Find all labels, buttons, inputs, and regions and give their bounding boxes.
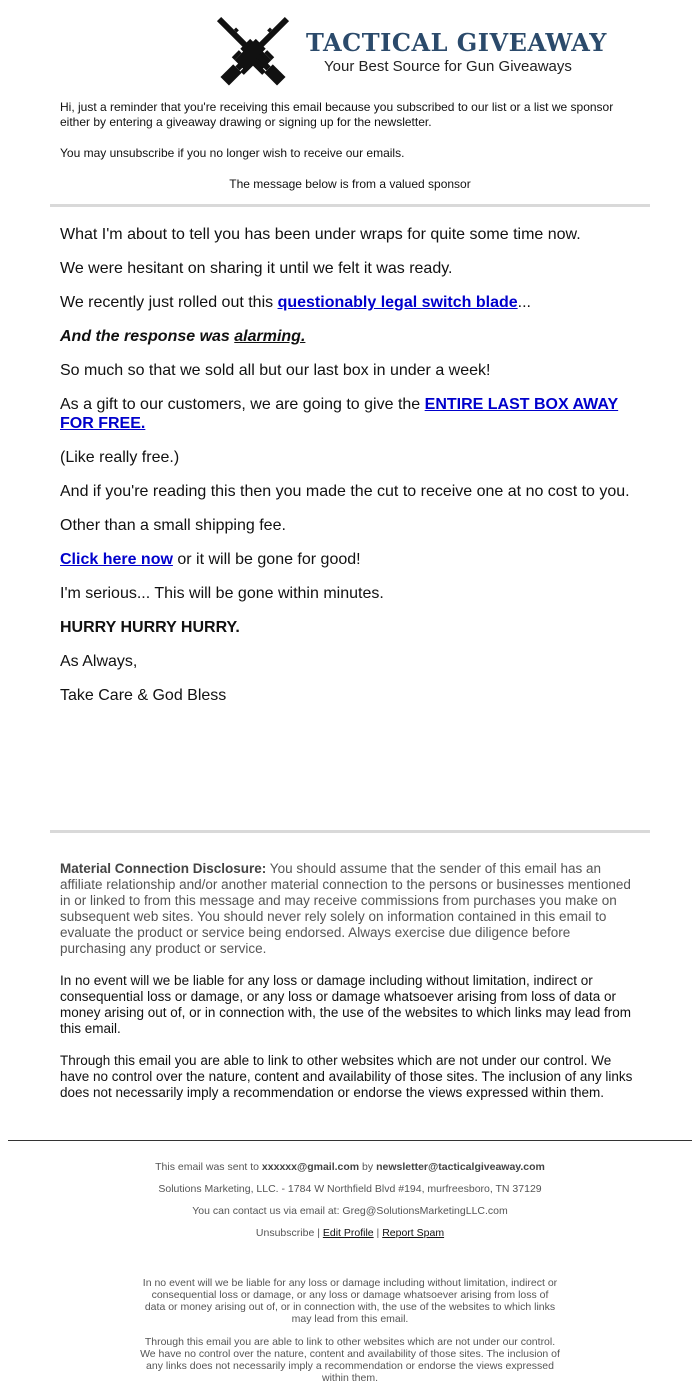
email-container [50,0,650,1101]
message-text: As a gift to our customers, we are going to give the [60,396,425,413]
brand-title: TACTICAL GIVEAWAY [306,28,607,57]
subscription-notice [50,100,650,192]
footer-divider [8,1140,692,1141]
footer-text: by [359,1161,377,1173]
email-footer [0,1161,700,1249]
legal-liability: In no event will we be liable for any loss or damage including without limitation, indirect or consequential loss or damage, or any loss or damage whatsoever arising from loss of data or money arising out of, or in connection with, the use of the websites to which links may lead from this email. [142,1277,558,1325]
footer-legal [140,1277,560,1395]
sender-email: newsletter@tacticalgiveaway.com [376,1161,545,1173]
message-paragraph: HURRY HURRY HURRY. [60,619,240,636]
unsubscribe-note: You may unsubscribe if you no longer wish to receive our emails. [60,146,405,160]
free-box-link[interactable]: ENTIRE LAST BOX AWAY FOR FREE. [60,396,619,432]
message-paragraph [60,550,640,569]
reminder-text: Hi, just a reminder that you're receiving this email because you subscribed to our list or a list we sponsor either by entering a giveaway drawing or signing up for the newsletter. [60,100,614,129]
legal-links: Through this email you are able to link to other websites which are not under our control. We have no control over the nature, content and availability of those sites. The inclusion of any links does not necessarily imply a recommendation or endorse the views expressed within them. [140,1336,560,1384]
message-paragraph: I'm serious... This will be gone within minutes. [60,585,384,602]
separator: | [373,1227,383,1239]
external-links-text: Through this email you are able to link to other websites which are not under our control. We have no control over the nature, content and availability of those sites. The inclusion of any links does not necessarily imply a recommendation or endorse the views expressed within them. [60,1053,633,1100]
sent-to-line [0,1161,700,1174]
message-text: We recently just rolled out this [60,294,278,311]
disclosure-section [50,833,650,1101]
message-paragraph [60,293,640,312]
message-paragraph [60,395,640,433]
message-paragraph: Take Care & God Bless [60,687,227,704]
report-spam-link[interactable]: Report Spam [382,1227,445,1239]
message-text: or it will be gone for good! [172,551,361,568]
message-paragraph: (Like really free.) [60,449,180,466]
message-text: And the response was [60,328,235,345]
footer-text: This email was sent to [155,1161,262,1173]
contact-line: You can contact us via email at: Greg@SolutionsMarketingLLC.com [192,1205,508,1217]
liability-text: In no event will we be liable for any loss or damage including without limitation, indirect or consequential loss or damage, or any loss or damage whatsoever arising from loss of data or money arising out of, or in connection with, the use of the websites to which links may lead from this email. [60,973,632,1036]
spacer [60,720,640,830]
message-paragraph [60,327,640,346]
message-body [50,207,650,830]
sponsor-note: The message below is from a valued sponsor [229,177,471,191]
recipient-email: xxxxxx@gmail.com [261,1161,360,1173]
brand-tagline: Your Best Source for Gun Giveaways [324,58,572,75]
footer-links [0,1227,700,1240]
emphasis-text: alarming. [234,328,306,345]
separator: | [314,1227,323,1239]
company-address: Solutions Marketing, LLC. - 1784 W Northfield Blvd #194, murfreesboro, TN 37129 [158,1183,542,1195]
brand-block [306,30,607,75]
crossed-rifles-icon [205,8,301,98]
message-paragraph: And if you're reading this then you made the cut to receive one at no cost to you. [60,483,630,500]
message-paragraph: As Always, [60,653,138,670]
message-text: ... [517,294,531,311]
message-paragraph: We were hesitant on sharing it until we felt it was ready. [60,260,453,277]
click-here-link[interactable]: Click here now [60,551,173,568]
material-disclosure [60,861,640,957]
unsubscribe-link[interactable]: Unsubscribe [255,1227,315,1239]
message-paragraph: So much so that we sold all but our last box in under a week! [60,362,491,379]
disclosure-heading: Material Connection Disclosure: [60,861,267,876]
message-paragraph: What I'm about to tell you has been under wraps for quite some time now. [60,226,581,243]
message-paragraph: Other than a small shipping fee. [60,517,286,534]
edit-profile-link[interactable]: Edit Profile [322,1227,374,1239]
header-logo[interactable] [50,0,650,100]
switch-blade-link[interactable]: questionably legal switch blade [277,294,518,311]
disclosure-text: You should assume that the sender of this email has an affiliate relationship and/or another material connection to the persons or businesses mentioned in or linked to from this message and may receive commissions from purchases you make on subsequent web sites. You should never rely solely on information contained in this email to evaluate the product or service being endorsed. Always exercise due diligence before purchasing any product or service. [60,861,631,956]
